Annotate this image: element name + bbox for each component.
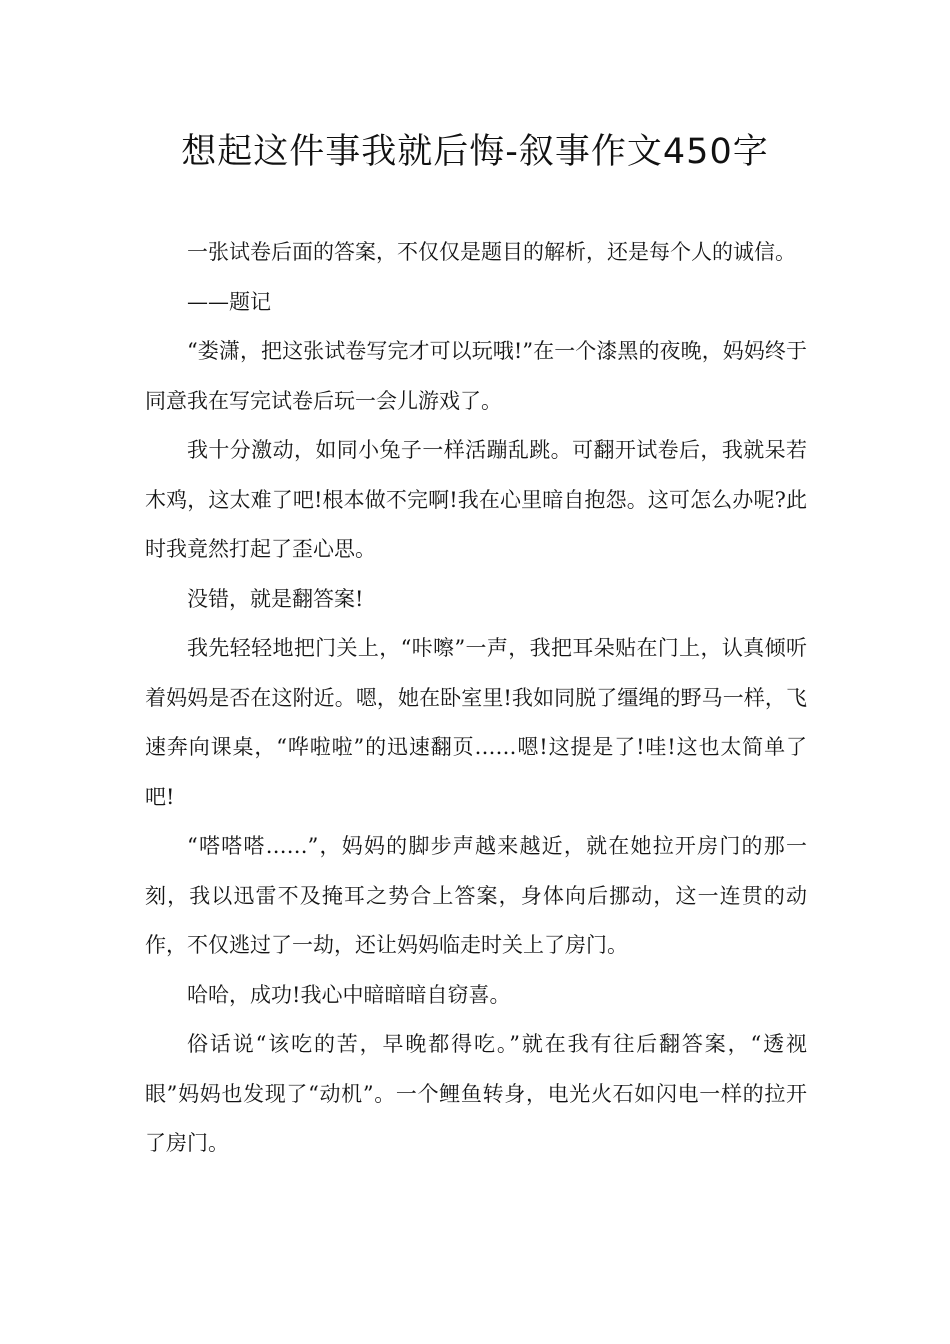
paragraph: 我先轻轻地把门关上，“咔嚓”一声，我把耳朵贴在门上，认真倾听着妈妈是否在这附近。嗯，她在卧室里!我如同脱了缰绳的野马一样，飞速奔向课桌，“哗啦啦”的迅速翻页……嗯!这提是了!哇!这也太简单了吧! <box>145 636 807 809</box>
document-body <box>145 228 807 1169</box>
paragraph: 我十分激动，如同小兔子一样活蹦乱跳。可翻开试卷后，我就呆若木鸡，这太难了吧!根本做不完啊!我在心里暗自抱怨。这可怎么办呢?此时我竟然打起了歪心思。 <box>145 438 807 561</box>
paragraph: “娄潇，把这张试卷写完才可以玩哦!”在一个漆黑的夜晚，妈妈终于同意我在写完试卷后玩一会儿游戏了。 <box>145 339 807 413</box>
paragraph: 哈哈，成功!我心中暗暗暗自窃喜。 <box>187 982 511 1007</box>
paragraph: 俗话说“该吃的苦，早晚都得吃。”就在我有往后翻答案，“透视眼”妈妈也发现了“动机”。一个鲤鱼转身，电光火石如闪电一样的拉开了房门。 <box>145 1032 807 1155</box>
paragraph-epigraph: ——题记 <box>187 289 271 314</box>
paragraph-intro: 一张试卷后面的答案，不仅仅是题目的解析，还是每个人的诚信。 <box>187 240 796 264</box>
document-title: 想起这件事我就后悔-叙事作文450字 <box>181 132 769 172</box>
paragraph: “嗒嗒嗒……”，妈妈的脚步声越来越近，就在她拉开房门的那一刻，我以迅雷不及掩耳之势合上答案，身体向后挪动，这一连贯的动作，不仅逃过了一劫，还让妈妈临走时关上了房门。 <box>145 834 807 957</box>
paragraph: 没错，就是翻答案! <box>187 586 364 611</box>
